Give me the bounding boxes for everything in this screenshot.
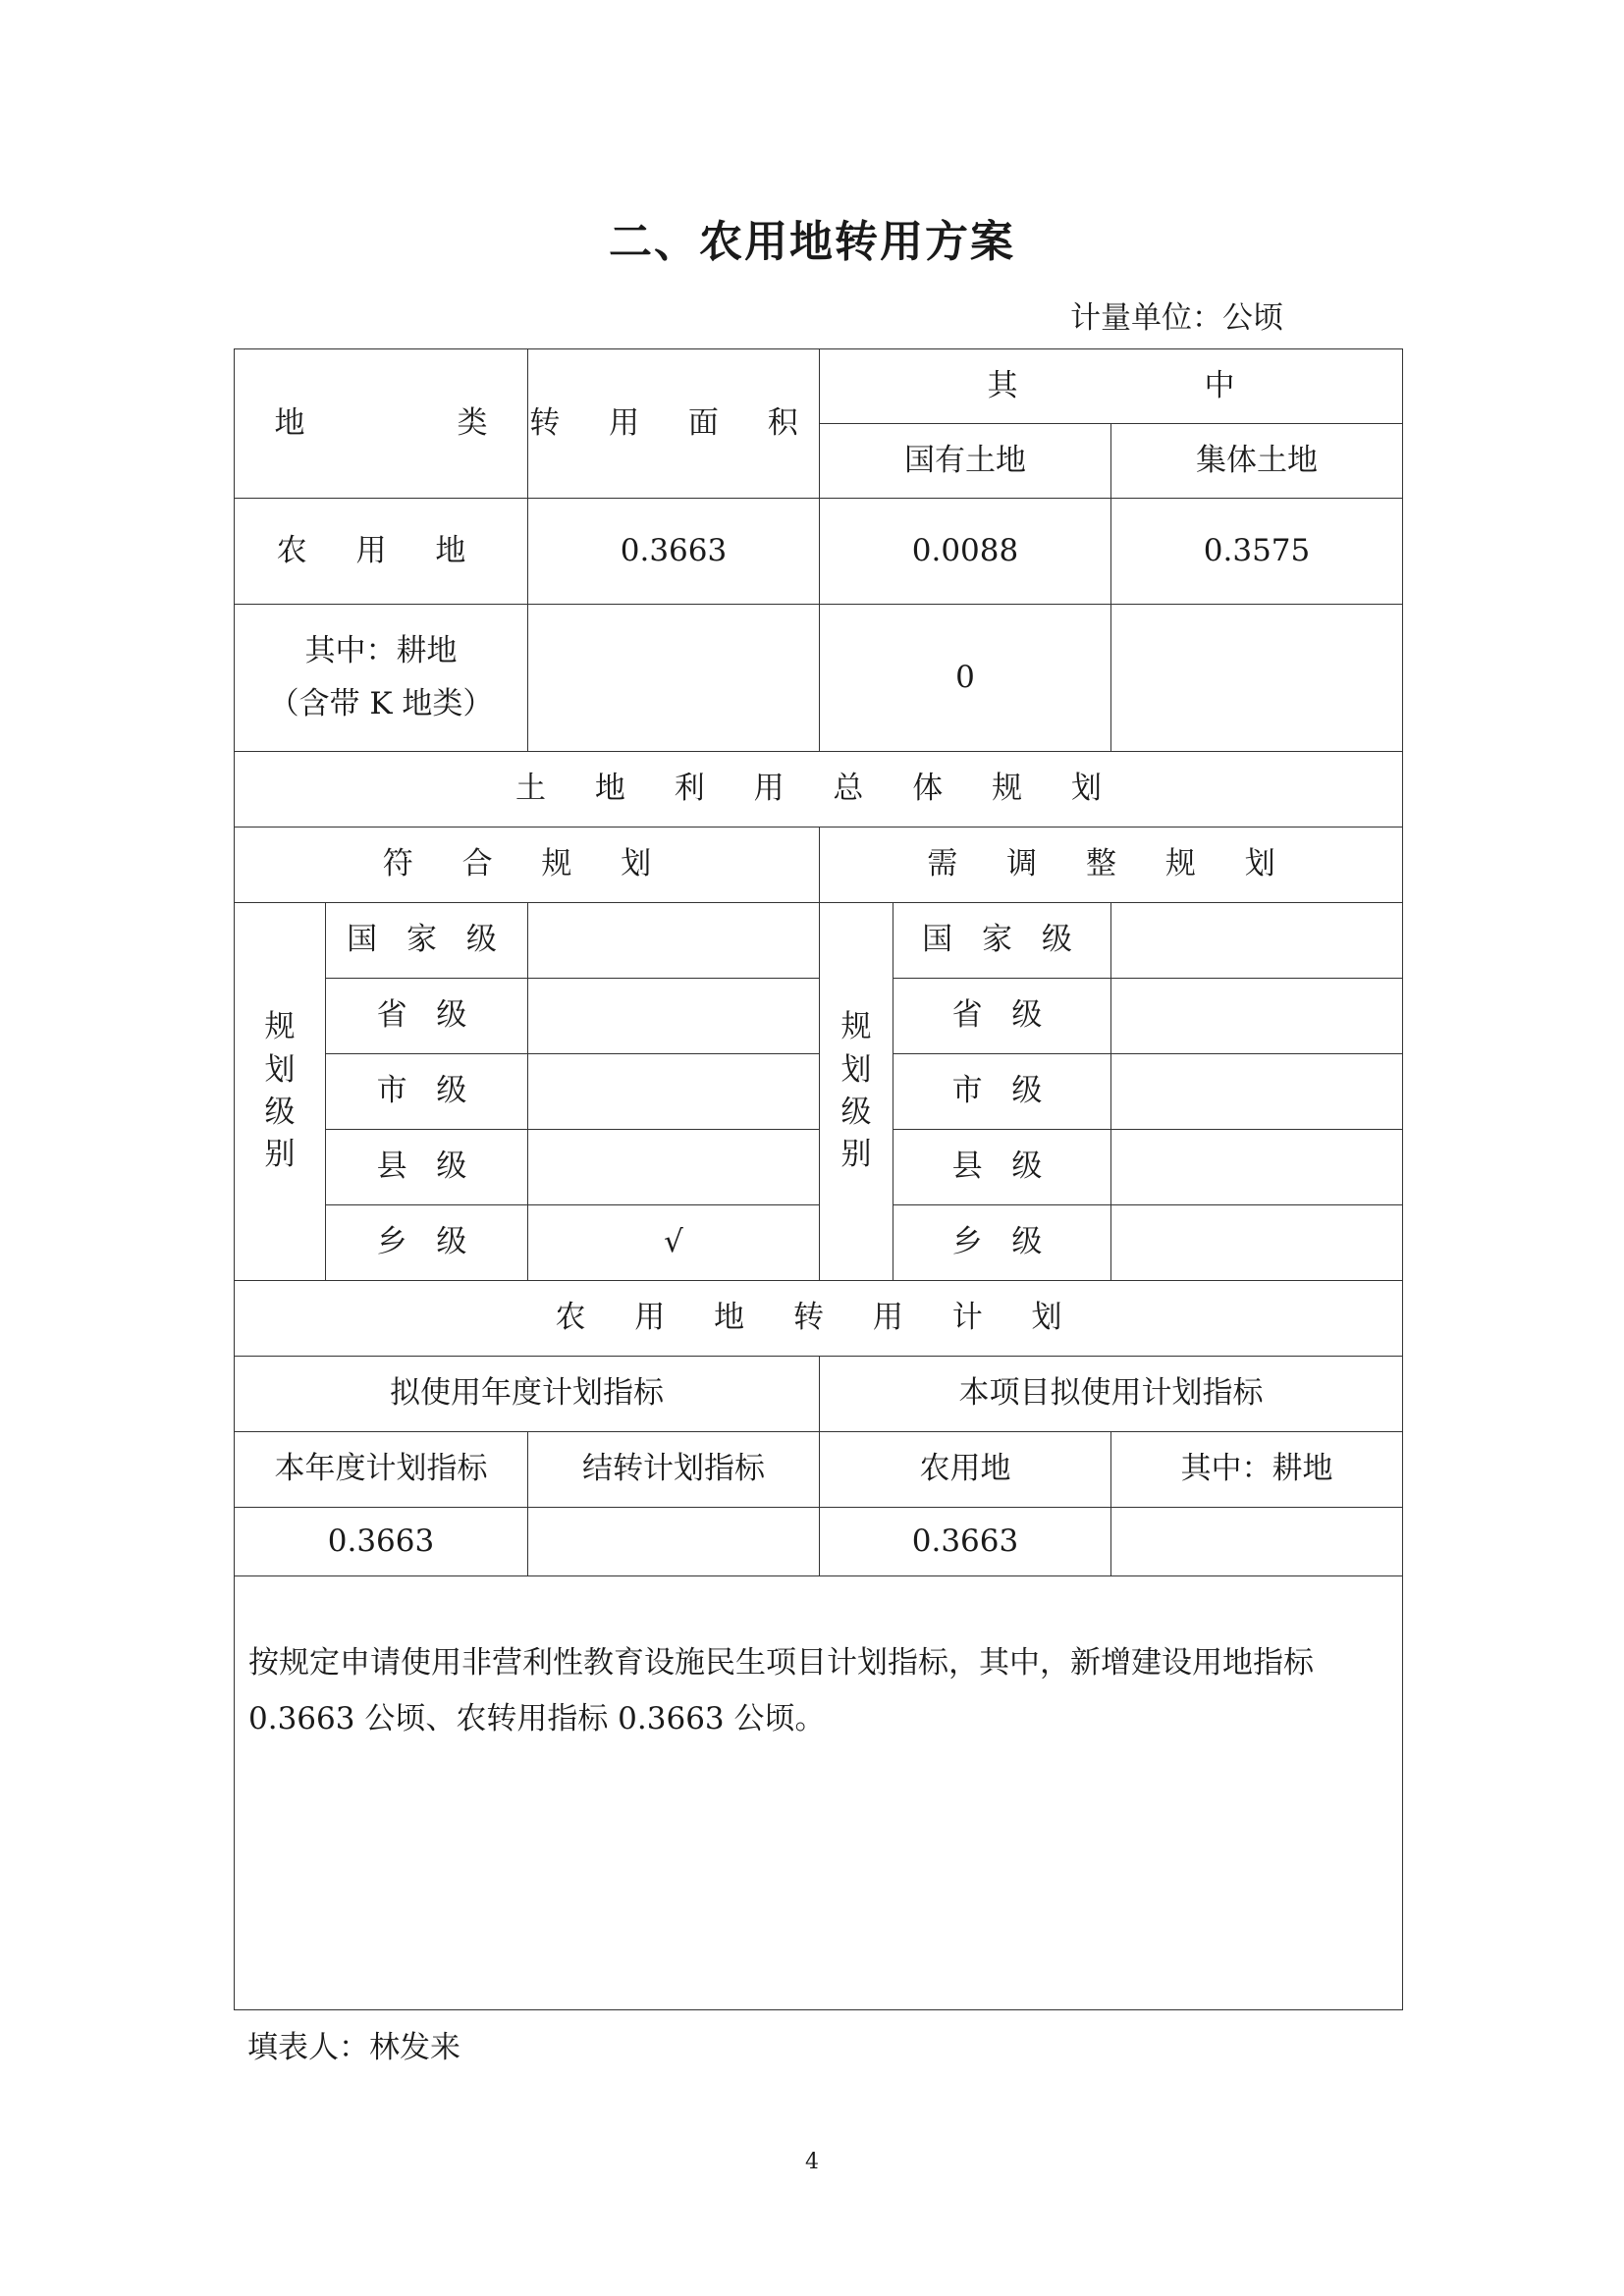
- adjust-value-township: [1111, 1205, 1403, 1281]
- page-number: 4: [805, 2150, 819, 2174]
- row-agri-label: 农 用 地: [235, 499, 528, 605]
- header-collective: 集体土地: [1111, 424, 1403, 499]
- agri-land-index-value: 0.3663: [820, 1508, 1111, 1576]
- carry-over-index-value: [528, 1508, 820, 1576]
- adjust-level-city: 市 级: [893, 1054, 1111, 1130]
- header-among: 其 中: [820, 349, 1403, 424]
- project-index-header: 本项目拟使用计划指标: [820, 1357, 1403, 1432]
- carry-over-index-header: 结转计划指标: [528, 1432, 820, 1508]
- conversion-plan-title: 农 用 地 转 用 计 划: [235, 1281, 1403, 1357]
- conform-level-national: 国 家 级: [326, 903, 528, 979]
- row-arable-label-line1: 其中：耕地: [304, 633, 458, 669]
- header-converted-area: 转 用 面 积: [528, 349, 820, 499]
- this-year-index-header: 本年度计划指标: [235, 1432, 528, 1508]
- adjust-value-city: [1111, 1054, 1403, 1130]
- planning-conform: 符 合 规 划: [235, 828, 820, 903]
- header-state-owned: 国有土地: [820, 424, 1111, 499]
- conform-value-city: [528, 1054, 820, 1130]
- planning-adjust: 需 调 整 规 划: [820, 828, 1403, 903]
- annual-index-header: 拟使用年度计划指标: [235, 1357, 820, 1432]
- conform-value-county: [528, 1130, 820, 1205]
- conform-value-township: √: [528, 1205, 820, 1281]
- note-line-1: 按规定申请使用非营利性教育设施民生项目计划指标，其中，新增建设用地指标: [248, 1645, 1314, 1681]
- this-year-index-value: 0.3663: [235, 1508, 528, 1576]
- adjust-level-county: 县 级: [893, 1130, 1111, 1205]
- page-title: 二、农用地转用方案: [609, 217, 1015, 267]
- row-arable-collective: [1111, 605, 1403, 752]
- arable-index-value: [1111, 1508, 1403, 1576]
- conversion-form-table: [234, 348, 1403, 2010]
- adjust-level-province: 省 级: [893, 979, 1111, 1054]
- header-land-type: 地 类: [235, 349, 528, 499]
- row-arable-area: [528, 605, 820, 752]
- conform-value-province: [528, 979, 820, 1054]
- agri-land-index-header: 农用地: [820, 1432, 1111, 1508]
- conform-level-township: 乡 级: [326, 1205, 528, 1281]
- row-arable-label-line2: （含带 K 地类）: [268, 685, 494, 721]
- adjust-value-county: [1111, 1130, 1403, 1205]
- row-agri-area: 0.3663: [528, 499, 820, 605]
- unit-label: 计量单位：公顷: [1070, 300, 1283, 336]
- conform-level-label: 规 划 级 别: [235, 903, 326, 1281]
- conform-level-county: 县 级: [326, 1130, 528, 1205]
- note-line-2: 0.3663 公顷、农转用指标 0.3663 公顷。: [248, 1701, 826, 1737]
- filler-label: 填表人：林发来: [247, 2030, 460, 2065]
- adjust-level-township: 乡 级: [893, 1205, 1111, 1281]
- arable-index-header: 其中：耕地: [1111, 1432, 1403, 1508]
- planning-section-title: 土 地 利 用 总 体 规 划: [235, 752, 1403, 828]
- adjust-level-national: 国 家 级: [893, 903, 1111, 979]
- adjust-value-national: [1111, 903, 1403, 979]
- row-agri-state: 0.0088: [820, 499, 1111, 605]
- adjust-value-province: [1111, 979, 1403, 1054]
- note-cell: [235, 1576, 1403, 2010]
- adjust-level-label: 规 划 级 别: [820, 903, 893, 1281]
- conform-level-province: 省 级: [326, 979, 528, 1054]
- row-agri-collective: 0.3575: [1111, 499, 1403, 605]
- row-arable-state: 0: [820, 605, 1111, 752]
- row-arable-label: [235, 605, 528, 752]
- conform-value-national: [528, 903, 820, 979]
- conform-level-city: 市 级: [326, 1054, 528, 1130]
